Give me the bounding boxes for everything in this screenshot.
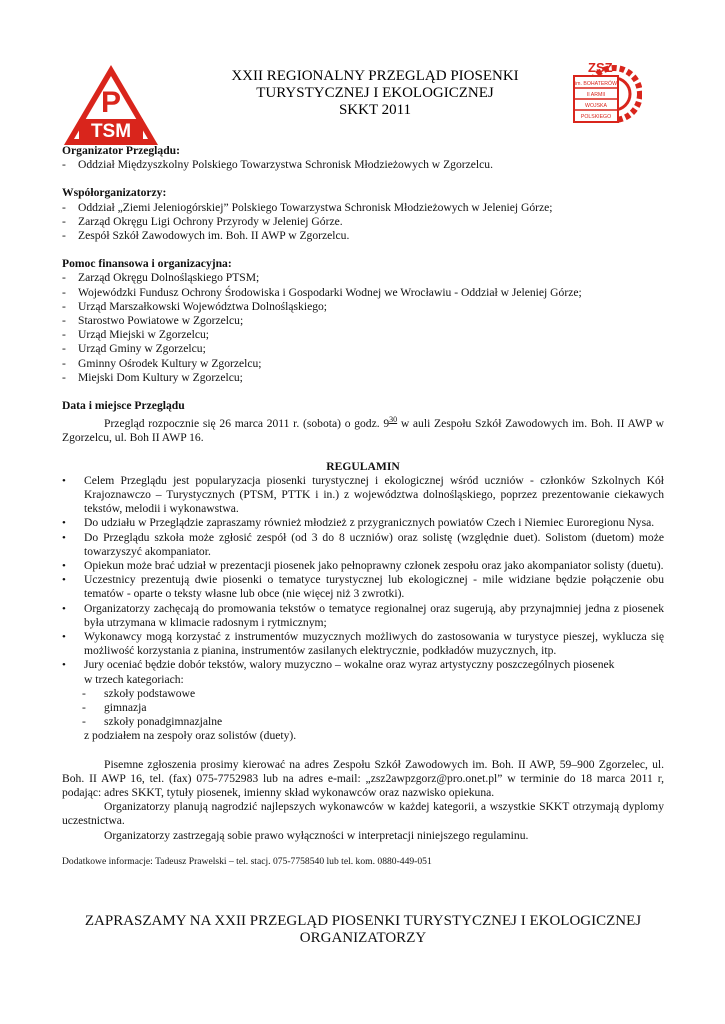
school-emblem-line: im. BOHATERÓW bbox=[575, 81, 617, 87]
title-line: TURYSTYCZNEJ I EKOLOGICZNEJ bbox=[256, 85, 494, 101]
title-line: XXII REGIONALNY PRZEGLĄD PIOSENKI bbox=[231, 68, 519, 84]
list-item: - Zespół Szkół Zawodowych im. Boh. II AWP w Zgorzelcu. bbox=[62, 229, 350, 243]
footer-line: ZAPRASZAMY NA XXII PRZEGLĄD PIOSENKI TURYSTYCZNEJ I EKOLOGICZNEJ bbox=[84, 913, 642, 929]
date-place-text: Przegląd rozpocznie się 26 marca 2011 r. (sobota) o godz. $9^{30}$ w auli Zespołu Szkół Zawodowych im. Boh. II AWP w Zgorzelcu, ul. Boh II AWP 16. bbox=[62, 415, 664, 445]
list-item: - Gminny Ośrodek Kultury w Zgorzelcu; bbox=[62, 356, 262, 370]
title-line: SKKT 2011 bbox=[338, 102, 412, 118]
list-item: - Urząd Gminy w Zgorzelcu; bbox=[62, 342, 206, 356]
document-title bbox=[180, 68, 570, 119]
jury-categories-intro: w trzech kategoriach: bbox=[84, 672, 184, 686]
list-item: - Miejski Dom Kultury w Zgorzelcu; bbox=[62, 370, 243, 384]
category-item: - gimnazja bbox=[82, 700, 147, 714]
rule-item: • Opiekun może brać udział w prezentacji piosenek jako pełnoprawny członek zespołu oraz jako akompaniator solisty (duetu). bbox=[62, 558, 664, 572]
school-emblem bbox=[568, 58, 642, 130]
rule-item: • Uczestnicy prezentują dwie piosenki o tematyce turystycznej lub ekologicznej - mile widziane będzie połączenie obu tematów - oparte o teksty własne lub obce (nie więcej niż 3 zwrotki). bbox=[62, 573, 664, 601]
list-item: - Urząd Miejski w Zgorzelcu; bbox=[62, 328, 210, 342]
rule-item: • Do Przeglądu szkoła może zgłosić zespół (od 3 do 8 uczniów) oraz solistę (względnie duet). Solistom (duetom) może towarzyszyć akompaniator. bbox=[62, 530, 664, 558]
time-minutes: 30 bbox=[389, 415, 398, 425]
closing-paragraph: Organizatorzy zastrzegają sobie prawo wyłączności w interpretacji niniejszego regulaminu. bbox=[104, 828, 529, 842]
footer-invitation bbox=[62, 913, 664, 947]
rule-item: • Jury oceniać będzie dobór tekstów, walory muzyczno – wokalne oraz wyraz artystyczny poszczególnych piosenek bbox=[62, 658, 615, 672]
rule-item: • Do udziału w Przeglądzie zapraszamy również młodzież z przygranicznych powiatów Czech i Niemiec Euroregionu Nysa. bbox=[62, 516, 655, 530]
rule-item: • Organizatorzy zachęcają do promowania tekstów o tematyce regionalnej oraz sugerują, aby przynajmniej jedna z piosenek była utrzymana w klimacie radosnym i rytmicznym; bbox=[62, 601, 664, 629]
date-place-heading: Data i miejsce Przeglądu bbox=[62, 399, 185, 413]
ptsm-logo-letter: P bbox=[100, 86, 122, 119]
rules-list bbox=[62, 474, 664, 673]
rule-item: • Wykonawcy mogą korzystać z instrumentów muzycznych możliwych do zastosowania w turystyce pieszej, wyklucza się możliwość korzystania z pianina, instrumentów zasilanych elektrycznie, podkładów muzycznych, itp. bbox=[62, 629, 664, 658]
jury-tail: z podziałem na zespoły oraz solistów (duety). bbox=[84, 729, 297, 743]
organizer-heading: Organizator Przeglądu: bbox=[62, 144, 180, 157]
list-item: - Oddział „Ziemi Jeleniogórskiej” Polskiego Towarzystwa Schronisk Młodzieżowych w Jeleniej Górze; bbox=[62, 200, 553, 214]
support-heading: Pomoc finansowa i organizacyjna: bbox=[62, 257, 232, 271]
list-item: - Wojewódzki Fundusz Ochrony Środowiska i Gospodarki Wodnej we Wrocławiu - Oddział w Jeleniej Górze; bbox=[62, 285, 582, 299]
rule-item: • Celem Przeglądu jest popularyzacja piosenki turystycznej i ekologicznej wśród uczniów - członków Szkolnych Kół Krajoznawczo – Turystycznych (PTSM, PTTK i in.) z województwa dolnośląskiego, poprzez prezentowanie ciekawych tekstów, melodii i wykonawstwa. bbox=[62, 473, 664, 516]
ptsm-logo-text: TSM bbox=[90, 121, 132, 142]
closing-paragraph: Organizatorzy planują nagrodzić najlepszych wykonawców w każdej kategorii, a wszystkie SKKT otrzymają dyplomy uczestnictwa. bbox=[62, 800, 664, 828]
list-item: - Zarząd Okręgu Dolnośląskiego PTSM; bbox=[62, 271, 260, 285]
list-item: - Oddział Międzyszkolny Polskiego Towarzystwa Schronisk Młodzieżowych w Zgorzelcu. bbox=[62, 158, 493, 172]
list-item: - Starostwo Powiatowe w Zgorzelcu; bbox=[62, 314, 244, 328]
category-item: - szkoły ponadgimnazjalne bbox=[82, 715, 223, 729]
coorganizers-heading: Współorganizatorzy: bbox=[62, 186, 167, 200]
school-emblem-line: POLSKIEGO bbox=[580, 114, 612, 120]
document-body bbox=[62, 144, 664, 868]
extra-info: Dodatkowe informacje: Tadeusz Prawelski – tel. stacj. 075-7758540 lub tel. kom. 0880-449-051 bbox=[62, 855, 432, 867]
school-emblem-line: II ARMII bbox=[586, 92, 606, 98]
regulamin-heading: REGULAMIN bbox=[326, 459, 400, 473]
list-item: - Zarząd Okręgu Ligi Ochrony Przyrody w Jeleniej Górze. bbox=[62, 214, 343, 228]
ptsm-logo bbox=[62, 62, 160, 148]
school-emblem-text: ZSZ bbox=[588, 60, 613, 75]
school-emblem-line: WOJSKA bbox=[585, 103, 607, 109]
closing-paragraph: Pisemne zgłoszenia prosimy kierować na adres Zespołu Szkół Zawodowych im. Boh. II AWP, 59–900 Zgorzelec, ul. Boh. II AWP 16, tel. (fax) 075-7752983 lub na adres e-mail: „zsz2awpzgorz@pro.onet.pl” w terminie do 18 marca 2011 r, podając: adres SKKT, tytuły piosenek, imienny skład wykonawców oraz nazwisko opiekuna. bbox=[62, 757, 664, 799]
footer-line: ORGANIZATORZY bbox=[299, 930, 427, 946]
category-item: - szkoły podstawowe bbox=[82, 686, 196, 700]
list-item: - Urząd Marszałkowski Województwa Dolnośląskiego; bbox=[62, 299, 328, 313]
